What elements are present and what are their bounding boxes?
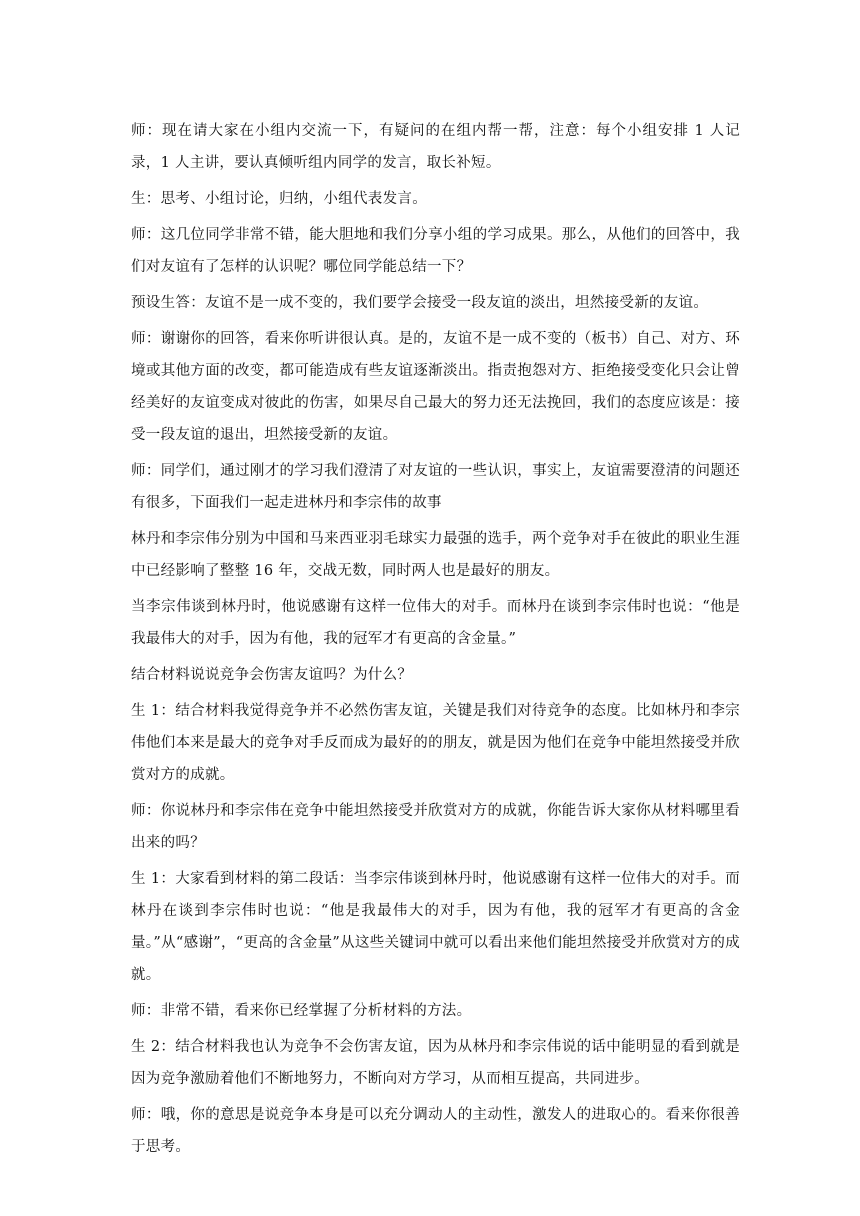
- paragraph-material-quotes: 当李宗伟谈到林丹时，他说感谢有这样一位伟大的对手。而林丹在谈到李宗伟时也说：“他是我最伟大的对手，因为有他，我的冠军才有更高的含金量。”: [131, 599, 740, 647]
- paragraph-student-discussion: 生：思考、小组讨论，归纳，小组代表发言。: [131, 191, 427, 207]
- paragraph-teacher-friendship-change: 师：谢谢你的回答，看来你听讲很认真。是的，友谊不是一成不变的（板书）自己、对方、环境或其他方面的改变，都可能造成有些友谊逐渐淡出。指责抱怨对方、拒绝接受变化只会让曾经美好的友谊变成对彼此的伤害，如果尽自己最大的努力还无法挽回，我们的态度应该是：接受一段友谊的退出，坦然接受新的友谊。: [131, 331, 740, 443]
- paragraph-teacher-praise: 师：非常不错，看来你已经掌握了分析材料的方法。: [131, 1003, 472, 1019]
- paragraph-teacher-followup: 师：你说林丹和李宗伟在竞争中能坦然接受并欣赏对方的成就，你能告诉大家你从材料哪里看出来的吗？: [131, 803, 740, 851]
- paragraph-teacher-transition: 师：同学们，通过刚才的学习我们澄清了对友谊的一些认识，事实上，友谊需要澄清的问题还有很多，下面我们一起走进林丹和李宗伟的故事: [131, 463, 740, 511]
- paragraph-teacher-group-discussion: 师：现在请大家在小组内交流一下，有疑问的在组内帮一帮，注意：每个小组安排 1 人记录，1 人主讲，要认真倾听组内同学的发言，取长补短。: [131, 123, 740, 171]
- paragraph-expected-answer: 预设生答：友谊不是一成不变的，我们要学会接受一段友谊的淡出，坦然接受新的友谊。: [131, 295, 709, 311]
- paragraph-teacher-summary-question: 师：这几位同学非常不错，能大胆地和我们分享小组的学习成果。那么，从他们的回答中，我们对友谊有了怎样的认识呢？哪位同学能总结一下？: [131, 227, 740, 275]
- paragraph-student1-evidence: 生 1：大家看到材料的第二段话：当李宗伟谈到林丹时，他说感谢有这样一位伟大的对手。而林丹在谈到李宗伟时也说：“他是我最伟大的对手，因为有他，我的冠军才有更高的含金量。”从“感谢”，“更高的含金量”从这些关键词中就可以看出来他们能坦然接受并欣赏对方的成就。: [131, 871, 740, 983]
- paragraph-student1-answer: 生 1：结合材料我觉得竞争并不必然伤害友谊，关键是我们对待竞争的态度。比如林丹和李宗伟他们本来是最大的竞争对手反而成为最好的的朋友，就是因为他们在竞争中能坦然接受并欣赏对方的成就。: [131, 703, 740, 783]
- paragraph-material-background: 林丹和李宗伟分别为中国和马来西亚羽毛球实力最强的选手，两个竞争对手在彼此的职业生涯中已经影响了整整 16 年，交战无数，同时两人也是最好的朋友。: [131, 531, 740, 579]
- paragraph-student2-answer: 生 2：结合材料我也认为竞争不会伤害友谊，因为从林丹和李宗伟说的话中能明显的看到就是因为竞争激励着他们不断地努力，不断向对方学习，从而相互提高，共同进步。: [131, 1039, 740, 1087]
- paragraph-teacher-conclusion: 师：哦，你的意思是说竞争本身是可以充分调动人的主动性，激发人的进取心的。看来你很善于思考。: [131, 1107, 740, 1155]
- paragraph-question: 结合材料说说竞争会伤害友谊吗？为什么？: [131, 667, 413, 683]
